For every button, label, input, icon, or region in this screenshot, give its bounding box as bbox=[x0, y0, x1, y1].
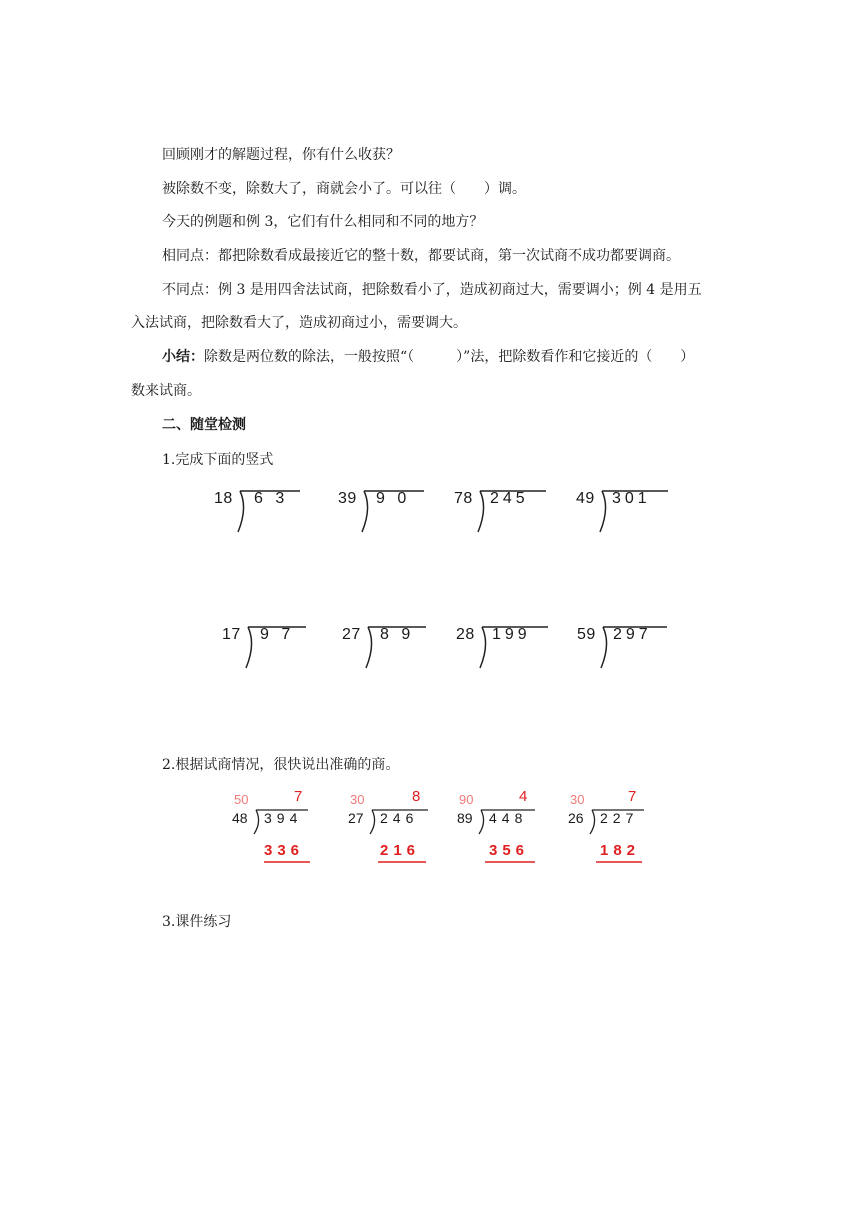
divisor: 59 bbox=[577, 626, 596, 643]
dividend: 297 bbox=[613, 626, 652, 643]
long-division bbox=[454, 488, 584, 538]
estimate: 30 bbox=[570, 792, 585, 807]
divisor: 28 bbox=[456, 626, 475, 643]
dividend: 8 9 bbox=[380, 626, 415, 643]
product: 182 bbox=[600, 842, 641, 859]
quotient: 7 bbox=[628, 788, 637, 805]
long-division bbox=[338, 488, 468, 538]
dividend: 199 bbox=[492, 626, 531, 643]
paragraph-summary-cont: 数来试商。 bbox=[131, 383, 201, 399]
long-division bbox=[577, 624, 707, 674]
summary-text: 除数是两位数的除法，一般按照“（ ）”法，把除数看作和它接近的（ ） bbox=[204, 349, 695, 365]
dividend: 227 bbox=[600, 810, 639, 826]
dividend: 9 0 bbox=[376, 490, 411, 507]
divisor: 27 bbox=[342, 626, 361, 643]
product: 356 bbox=[489, 842, 530, 859]
dividend: 245 bbox=[490, 490, 529, 507]
question-1: 1.完成下面的竖式 bbox=[162, 452, 274, 468]
estimate: 90 bbox=[459, 792, 474, 807]
paragraph-difference-cont: 入法试商，把除数看大了，造成初商过小，需要调大。 bbox=[131, 315, 467, 331]
product: 336 bbox=[264, 842, 305, 859]
question-2: 2.根据试商情况，很快说出准确的商。 bbox=[162, 757, 400, 773]
paragraph-similarity: 相同点：都把除数看成最接近它的整十数，都要试商，第一次试商不成功都要调商。 bbox=[162, 248, 680, 264]
estimate: 30 bbox=[350, 792, 365, 807]
quotient: 4 bbox=[519, 788, 528, 805]
long-division bbox=[214, 488, 344, 538]
trial-quotient-example bbox=[457, 790, 577, 870]
divisor: 27 bbox=[348, 810, 364, 826]
divisor: 17 bbox=[222, 626, 241, 643]
summary-label: 小结： bbox=[162, 349, 204, 365]
dividend: 394 bbox=[264, 810, 303, 826]
paragraph-review: 回顾刚才的解题过程，你有什么收获？ bbox=[162, 147, 400, 163]
long-division bbox=[342, 624, 472, 674]
trial-quotient-example bbox=[348, 790, 468, 870]
dividend: 301 bbox=[612, 490, 651, 507]
divisor: 89 bbox=[457, 810, 473, 826]
long-division bbox=[456, 624, 586, 674]
divisor: 49 bbox=[576, 490, 595, 507]
paragraph-divisor-change: 被除数不变，除数大了，商就会小了。可以往（ ）调。 bbox=[162, 181, 526, 197]
divisor: 26 bbox=[568, 810, 584, 826]
divisor: 39 bbox=[338, 490, 357, 507]
quotient: 7 bbox=[294, 788, 303, 805]
divisor: 78 bbox=[454, 490, 473, 507]
section-heading: 二、随堂检测 bbox=[162, 417, 246, 433]
long-division bbox=[576, 488, 706, 538]
paragraph-summary bbox=[162, 347, 694, 367]
product: 216 bbox=[380, 842, 421, 859]
paragraph-difference: 不同点：例 3 是用四舍法试商，把除数看小了，造成初商过大，需要调小；例 4 是用五 bbox=[162, 282, 702, 298]
dividend: 448 bbox=[489, 810, 528, 826]
dividend: 246 bbox=[380, 810, 419, 826]
question-3: 3.课件练习 bbox=[162, 914, 232, 930]
dividend: 9 7 bbox=[260, 626, 295, 643]
dividend: 6 3 bbox=[254, 490, 289, 507]
trial-quotient-example bbox=[232, 790, 352, 870]
divisor: 48 bbox=[232, 810, 248, 826]
trial-quotient-example bbox=[568, 790, 688, 870]
paragraph-compare: 今天的例题和例 3，它们有什么相同和不同的地方？ bbox=[162, 214, 484, 230]
long-division bbox=[222, 624, 352, 674]
divisor: 18 bbox=[214, 490, 233, 507]
quotient: 8 bbox=[412, 788, 421, 805]
estimate: 50 bbox=[234, 792, 249, 807]
